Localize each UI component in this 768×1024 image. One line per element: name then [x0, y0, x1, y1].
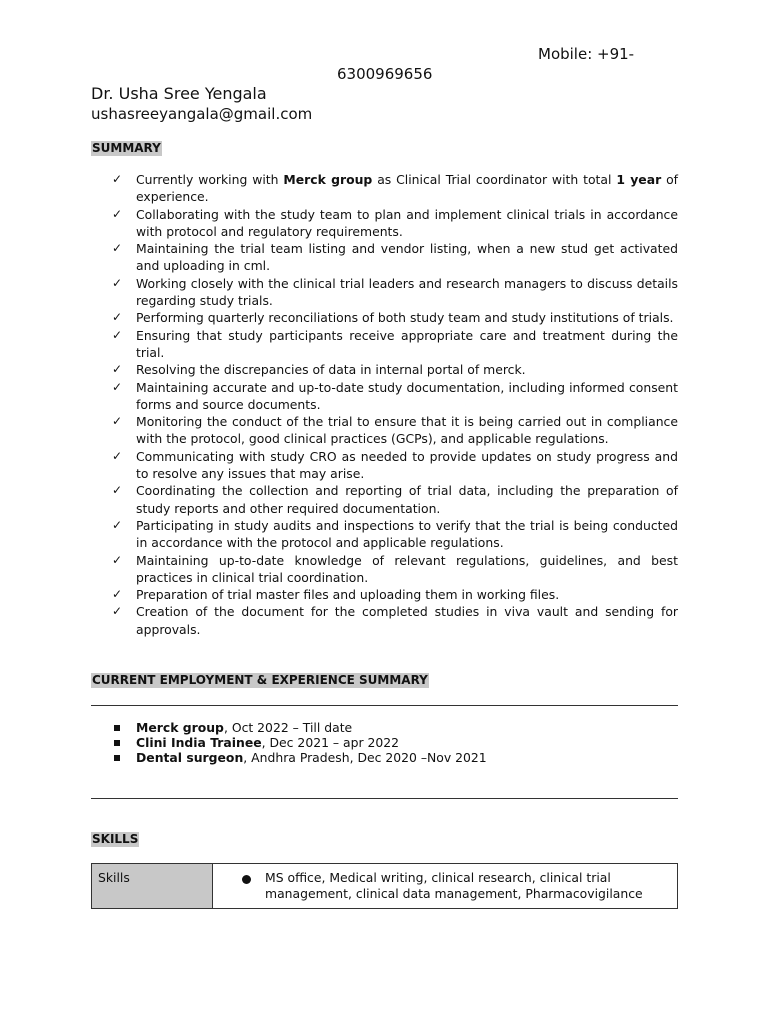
summary-text: Currently working with [136, 172, 284, 187]
skills-label-cell: Skills [92, 864, 213, 908]
checkmark-icon: ✓ [112, 206, 123, 221]
checkmark-icon: ✓ [112, 362, 123, 377]
checkmark-icon: ✓ [112, 414, 123, 429]
checkmark-icon: ✓ [112, 327, 123, 342]
summary-text: as Clinical Trial coordinator with total [372, 172, 617, 187]
skills-value-cell [213, 864, 677, 908]
square-bullet-icon [114, 740, 120, 746]
summary-item [91, 275, 678, 310]
checkmark-icon: ✓ [112, 310, 123, 325]
summary-text: Maintaining accurate and up-to-date study documentation, including informed consent forms and source documents. [136, 379, 678, 412]
divider [91, 705, 678, 706]
summary-item [91, 379, 678, 414]
employment-details: , Oct 2022 – Till date [223, 720, 353, 735]
checkmark-icon: ✓ [112, 483, 123, 498]
checkmark-icon: ✓ [112, 448, 123, 463]
summary-item [91, 482, 678, 517]
summary-item [91, 327, 678, 362]
summary-item [91, 552, 678, 587]
employer-name: Dental surgeon [136, 750, 244, 765]
summary-item [91, 206, 678, 241]
skills-table [91, 863, 678, 909]
summary-item [91, 517, 678, 552]
summary-item [91, 309, 678, 326]
summary-text: Monitoring the conduct of the trial to ensure that it is being carried out in compliance with the protocol, good clinical practices (GCPs), and applicable regulations. [136, 414, 678, 447]
skills-heading: SKILLS [92, 832, 139, 846]
employment-item [91, 720, 487, 735]
summary-text: Creation of the document for the completed studies in viva vault and sending for approvals. [136, 604, 678, 637]
summary-text: Participating in study audits and inspections to verify that the trial is being conducted in accordance with the protocol and applicable regulations. [136, 517, 678, 551]
summary-item [91, 171, 678, 206]
checkmark-icon: ✓ [112, 587, 123, 602]
employer-name: Clini India Trainee [136, 735, 262, 750]
summary-text: Resolving the discrepancies of data in internal portal of merck. [136, 362, 526, 378]
checkmark-icon: ✓ [112, 604, 123, 619]
divider [91, 798, 678, 799]
summary-text: Maintaining the trial team listing and vendor listing, when a new stud get activated and uploading in cml. [136, 241, 678, 274]
candidate-name: Dr. Usha Sree Yengala [91, 84, 267, 103]
summary-text: Communicating with study CRO as needed to provide updates on study progress and to resolve any issues that may arise. [136, 448, 678, 482]
employer-name: Merck group [136, 720, 224, 735]
employment-heading: CURRENT EMPLOYMENT & EXPERIENCE SUMMARY [92, 673, 428, 687]
mobile-number: 6300969656 [337, 65, 433, 83]
summary-item [91, 603, 678, 638]
summary-heading: SUMMARY [92, 141, 161, 155]
summary-item [91, 448, 678, 483]
checkmark-icon: ✓ [112, 517, 123, 532]
mobile-label: Mobile: +91- [538, 45, 635, 63]
summary-item [91, 361, 678, 378]
employment-details: , Dec 2021 – apr 2022 [261, 735, 400, 750]
summary-text: Collaborating with the study team to plan and implement clinical trials in accordance with protocol and regulatory requirements. [136, 206, 678, 239]
checkmark-icon: ✓ [112, 552, 123, 567]
employment-list [91, 720, 487, 765]
employment-item [91, 735, 487, 750]
bullet-dot-icon [242, 875, 251, 884]
summary-text: of experience. [136, 172, 679, 205]
summary-text: Working closely with the clinical trial leaders and research managers to discuss details regarding study trials. [136, 275, 678, 309]
summary-text: Maintaining up-to-date knowledge of relevant regulations, guidelines, and best practices in clinical trial coordination. [136, 552, 678, 585]
checkmark-icon: ✓ [112, 275, 123, 290]
summary-item [91, 586, 678, 603]
square-bullet-icon [114, 755, 120, 761]
summary-text: Coordinating the collection and reporting of trial data, including the preparation of study reports and other required documentation. [136, 483, 678, 516]
square-bullet-icon [114, 725, 120, 731]
summary-bold-text: 1 year [616, 172, 662, 187]
summary-bold-text: Merck group [283, 172, 373, 187]
checkmark-icon: ✓ [112, 379, 123, 394]
email-address: ushasreeyangala@gmail.com [91, 105, 313, 123]
skills-value: MS office, Medical writing, clinical research, clinical trial management, clinical data management, Pharmacovigilance [265, 870, 643, 901]
summary-list [91, 171, 678, 638]
summary-item [91, 240, 678, 275]
summary-text: Preparation of trial master files and uploading them in working files. [136, 587, 560, 603]
summary-text: Performing quarterly reconciliations of both study team and study institutions of trials. [136, 310, 674, 326]
employment-details: , Andhra Pradesh, Dec 2020 –Nov 2021 [243, 750, 487, 765]
checkmark-icon: ✓ [112, 241, 123, 256]
summary-text: Ensuring that study participants receive appropriate care and treatment during the trial. [136, 327, 678, 360]
summary-item [91, 413, 678, 448]
checkmark-icon: ✓ [112, 172, 123, 186]
employment-item [91, 750, 487, 765]
